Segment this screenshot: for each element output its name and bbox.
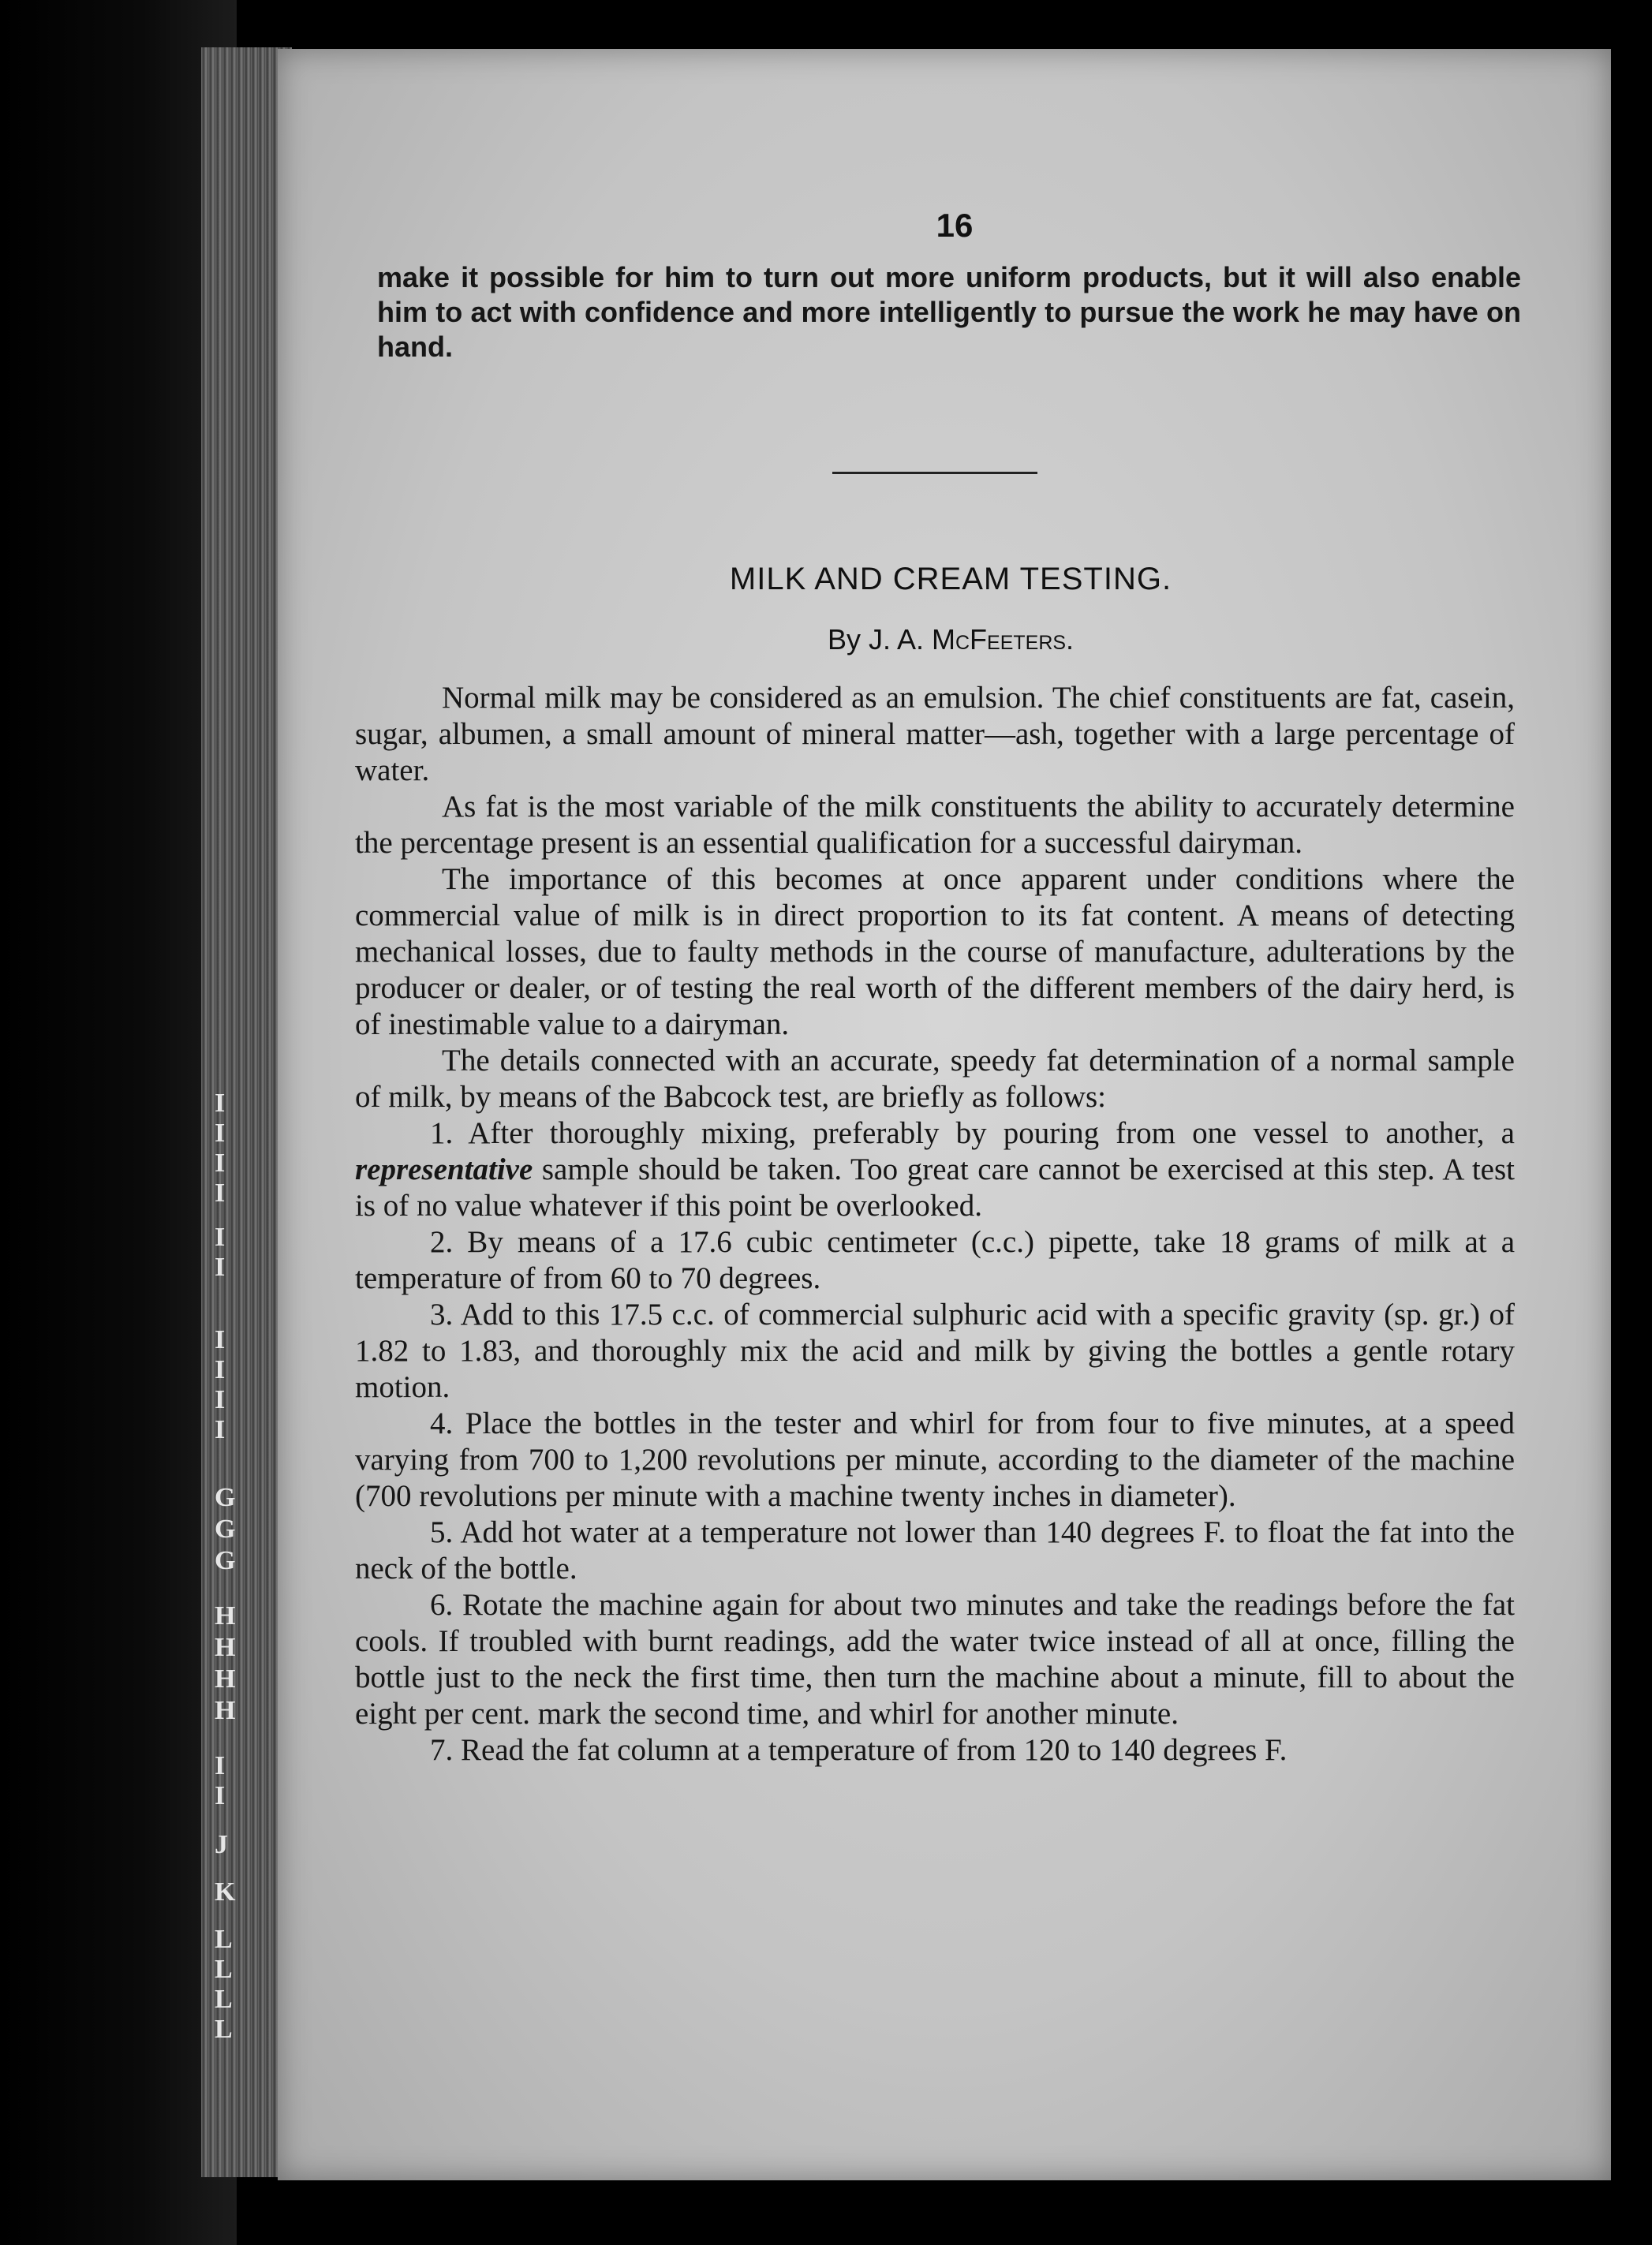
article-body <box>355 680 1515 1769</box>
step1-emphasis: representative <box>355 1152 533 1186</box>
thumb-tab-letter: I <box>215 1355 226 1384</box>
step-item: 6. Rotate the machine again for about two minutes and take the readings before the fat cools. If troubled with burnt readings, add the water twice instead of all at once, filling the bottle just to the neck the first time, then turn the machine about a minute, fill to about the eight per cent. mark the second time, and whirl for another minute. <box>355 1588 1515 1731</box>
thumb-tab-letter: I <box>215 1385 226 1414</box>
paragraph: As fat is the most variable of the milk constituents the ability to accurately determine the percentage present is an essential qualification for a successful dairyman. <box>355 790 1515 860</box>
thumb-tab-letter: I <box>215 1179 226 1208</box>
thumb-tab-letter: H <box>215 1601 236 1631</box>
thumb-tab-letter: H <box>215 1664 236 1694</box>
thumb-tab-letter: I <box>215 1223 226 1252</box>
thumb-index-tabs <box>215 1089 262 2044</box>
page-number: 16 <box>936 207 974 244</box>
thumb-tab-letter: L <box>215 1925 233 1954</box>
thumb-tab-letter: G <box>215 1483 236 1512</box>
article-title: MILK AND CREAM TESTING. <box>729 562 1172 596</box>
byline-prefix: By J. A. M <box>827 623 955 656</box>
thumb-tab-letter: H <box>215 1633 236 1662</box>
thumb-tab-letter: I <box>215 1325 226 1354</box>
step-item <box>355 1115 1515 1224</box>
thumb-tab-letter: G <box>215 1515 236 1544</box>
paragraph: Normal milk may be considered as an emulsion. The chief constituents are fat, casein, sugar, albumen, a small amount of mineral matter—ash, together with a large percentage of water. <box>355 681 1515 787</box>
thumb-tab-letter: I <box>215 1253 226 1282</box>
step1-after: sample should be taken. Too great care cannot be exercised at this step. A test is of no value whatever if this point be overlooked. <box>355 1152 1515 1223</box>
thumb-tab-letter: I <box>215 1781 226 1810</box>
step-item: 3. Add to this 17.5 c.c. of commercial sulphuric acid with a specific gravity (sp. gr.) of 1.82 to 1.83, and thoroughly mix the acid and milk by giving the bottles a gentle rotary motion. <box>355 1298 1515 1404</box>
byline-name: cFeeters. <box>955 623 1075 656</box>
paragraph: The details connected with an accurate, speedy fat determination of a normal sample of milk, by means of the Babcock test, are briefly as follows: <box>355 1044 1515 1114</box>
step1-before: 1. After thoroughly mixing, preferably by pouring from one vessel to another, a <box>430 1116 1515 1150</box>
article-byline <box>379 623 1523 656</box>
paragraph: The importance of this becomes at once apparent under conditions where the commercial value of milk is in direct proportion to its fat content. A means of detecting mechanical losses, due to faulty methods in the course of manufacture, adulterations by the producer or dealer, or of testing the real worth of the different members of the dairy herd, is of inestimable value to a dairyman. <box>355 862 1515 1041</box>
thumb-tab-letter: I <box>215 1149 226 1178</box>
step-item: 5. Add hot water at a temperature not lower than 140 degrees F. to float the fat into the neck of the bottle. <box>355 1515 1515 1586</box>
thumb-tab-letter: K <box>215 1877 236 1907</box>
step-item: 4. Place the bottles in the tester and whirl for from four to five minutes, at a speed varying from 700 to 1,200 revolutions per minute, according to the diameter of the machine (700 revolutions per minute with a machine twenty inches in diameter). <box>355 1406 1515 1513</box>
step-item: 2. By means of a 17.6 cubic centimeter (c.c.) pipette, take 18 grams of milk at a temperature of from 60 to 70 degrees. <box>355 1225 1515 1295</box>
thumb-tab-letter: L <box>215 2015 233 2044</box>
thumb-tab-letter: L <box>215 1955 233 1984</box>
thumb-tab-letter: L <box>215 1985 233 2014</box>
thumb-tab-letter: I <box>215 1751 226 1780</box>
thumb-tab-letter: I <box>215 1119 226 1148</box>
thumb-tab-letter: J <box>215 1830 228 1859</box>
section-divider <box>832 472 1037 474</box>
thumb-tab-letter: I <box>215 1089 226 1118</box>
thumb-tab-letter: G <box>215 1546 236 1575</box>
step-item: 7. Read the fat column at a temperature of from 120 to 140 degrees F. <box>430 1733 1288 1767</box>
thumb-tab-letter: H <box>215 1696 236 1725</box>
opening-paragraph: make it possible for him to turn out more uniform products, but it will also enable him to act with confidence and more intelligently to pursue the work he may have on hand. <box>377 261 1521 363</box>
thumb-tab-letter: I <box>215 1415 226 1444</box>
